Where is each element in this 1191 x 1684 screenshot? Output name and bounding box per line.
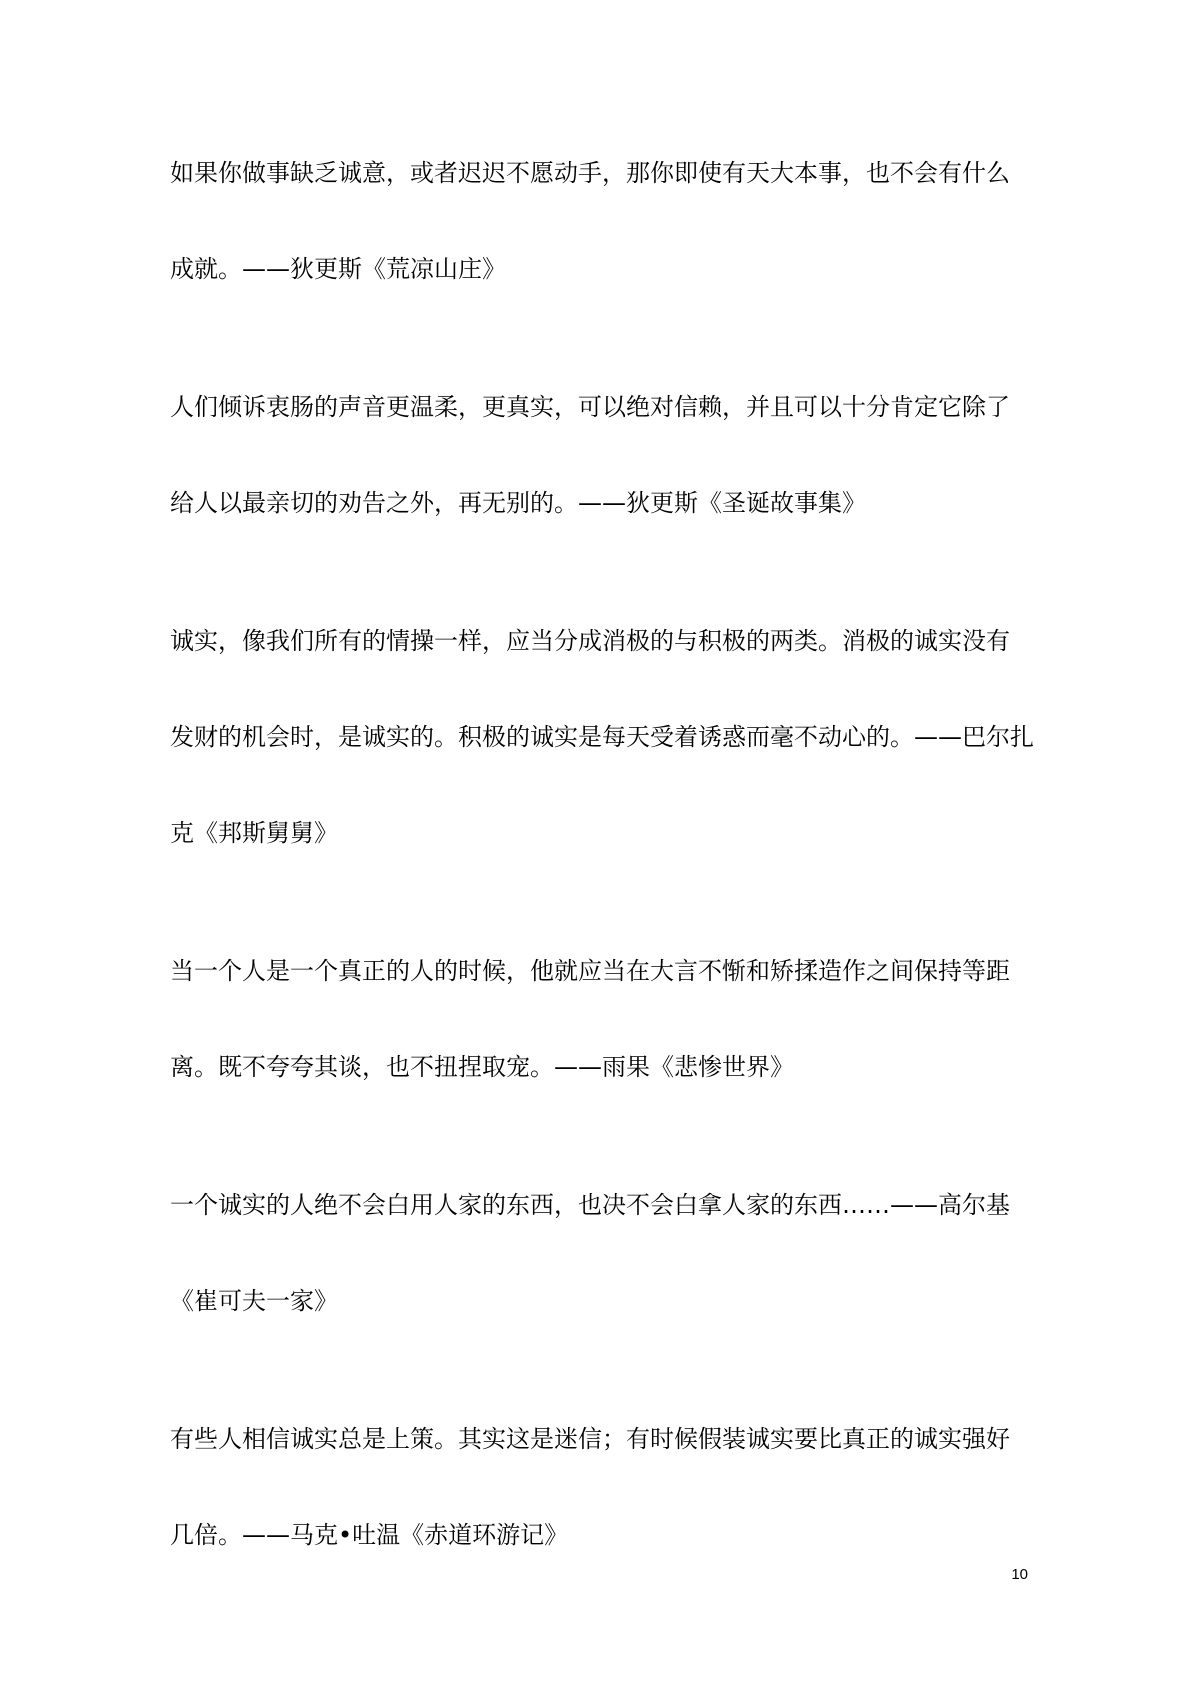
paragraph-line: 《崔可夫一家》: [170, 1287, 338, 1315]
paragraph-line: 离。既不夸夸其谈，也不扭捏取宠。——雨果《悲惨世界》: [170, 1053, 794, 1081]
paragraph-line: 几倍。——马克•吐温《赤道环游记》: [170, 1521, 569, 1549]
paragraph-line: 给人以最亲切的劝告之外，再无别的。——狄更斯《圣诞故事集》: [170, 489, 866, 517]
page-number: 10: [1011, 1566, 1028, 1583]
quote-paragraph: [170, 626, 1034, 848]
quote-paragraph: [170, 1424, 1030, 1550]
quote-paragraph: [170, 158, 1030, 284]
page-body: [170, 158, 1034, 1658]
paragraph-line: 克《邦斯舅舅》: [170, 819, 338, 847]
paragraph-line: 人们倾诉衷肠的声音更温柔，更真实，可以绝对信赖，并且可以十分肯定它除了: [170, 393, 1010, 421]
paragraph-line: 成就。——狄更斯《荒凉山庄》: [170, 255, 506, 283]
paragraph-line: 一个诚实的人绝不会白用人家的东西，也决不会白拿人家的东西……——高尔基: [170, 1191, 1010, 1219]
paragraph-line: 发财的机会时，是诚实的。积极的诚实是每天受着诱惑而毫不动心的。——巴尔扎: [170, 723, 1034, 751]
paragraph-line: 诚实，像我们所有的情操一样，应当分成消极的与积极的两类。消极的诚实没有: [170, 627, 1010, 655]
paragraph-line: 如果你做事缺乏诚意，或者迟迟不愿动手，那你即使有天大本事，也不会有什么: [170, 159, 1010, 187]
paragraph-line: 有些人相信诚实总是上策。其实这是迷信；有时候假装诚实要比真正的诚实强好: [170, 1425, 1010, 1453]
paragraph-line: 当一个人是一个真正的人的时候，他就应当在大言不惭和矫揉造作之间保持等距: [170, 957, 1010, 985]
quote-paragraph: [170, 1190, 1030, 1316]
quote-paragraph: [170, 956, 1030, 1082]
quote-paragraph: [170, 392, 1030, 518]
